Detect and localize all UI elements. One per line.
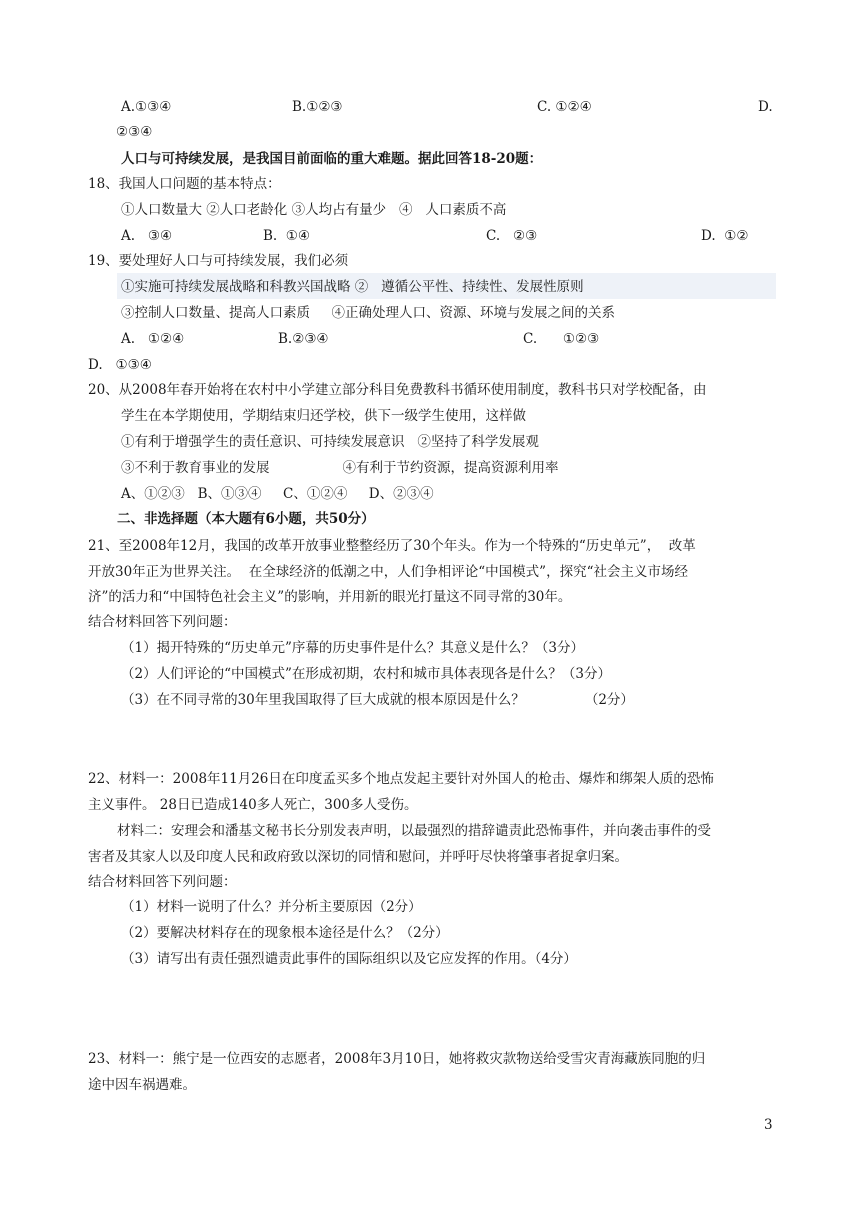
q23-material-1-b: 途中因车祸遇难。	[88, 1077, 196, 1093]
q19-items-2: ③控制人口数量、提高人口素质 ④正确处理人口、资源、环境与发展之间的关系	[121, 305, 615, 321]
q21-sub-2: （2）人们评论的“中国模式”在形成初期，农村和城市具体表现各是什么？（3分）	[121, 666, 611, 682]
q19-option-b: B.②③④	[278, 331, 329, 347]
intro-18-20: 人口与可持续发展，是我国目前面临的重大难题。据此回答18-20题：	[121, 151, 543, 167]
q18-stem: 18、我国人口问题的基本特点：	[88, 176, 281, 192]
q21-para-3: 济”的活力和“中国特色社会主义”的影响，并用新的眼光打量这不同寻常的30年。	[88, 589, 572, 605]
q18-option-b: B. ①④	[263, 228, 310, 244]
q20-items-1: ①有利于增强学生的责任意识、可持续发展意识 ②坚持了科学发展观	[121, 434, 539, 450]
q20-items-2: ③不利于教育事业的发展 ④有利于节约资源，提高资源利用率	[121, 460, 559, 476]
q17-option-a: A.①③④	[121, 99, 172, 115]
q22-prompt: 结合材料回答下列问题：	[88, 874, 237, 890]
q17-option-d: D.	[758, 99, 773, 115]
q21-sub-1: （1）揭开特殊的“历史单元”序幕的历史事件是什么？其意义是什么？（3分）	[121, 640, 584, 656]
q23-material-1-a: 23、材料一：熊宁是一位西安的志愿者，2008年3月10日，她将救灾款物送给受雪灾青海藏族同胞的归	[88, 1051, 706, 1067]
q17-option-c: C. ①②④	[537, 99, 592, 115]
q18-option-d: D. ①②	[701, 228, 749, 244]
q22-sub-1: （1）材料一说明了什么？并分析主要原因（2分）	[121, 899, 422, 915]
q19-option-c: C. ①②③	[523, 331, 600, 347]
section-2-heading: 二、非选择题（本大题有6小题，共50分）	[117, 511, 375, 527]
q17-option-d-cont: ②③④	[116, 124, 153, 140]
page-number: 3	[764, 1117, 773, 1133]
q22-material-1-b: 主义事件。 28日已造成140多人死亡，300多人受伤。	[88, 797, 418, 813]
q17-option-b: B.①②③	[292, 99, 343, 115]
q18-option-c: C. ②③	[486, 228, 538, 244]
q19-option-a: A. ①②④	[121, 331, 185, 347]
q21-para-2: 开放30年正为世界关注。 在全球经济的低潮之中，人们争相评论“中国模式”，探究“社会主义市场经	[88, 564, 688, 580]
q20-stem-1: 20、从2008年春开始将在农村中小学建立部分科目免费教科书循环使用制度，教科书只对学校配备，由	[88, 382, 707, 398]
q19-items-1: ①实施可持续发展战略和科教兴国战略 ② 遵循公平性、持续性、发展性原则	[121, 279, 584, 295]
q21-para-1: 21、至2008年12月，我国的改革开放事业整整经历了30个年头。作为一个特殊的“历史单元”， 改革	[88, 538, 696, 554]
q22-material-2-b: 害者及其家人以及印度人民和政府致以深切的同情和慰问，并呼吁尽快将肇事者捉拿归案。	[88, 849, 628, 865]
q21-prompt: 结合材料回答下列问题：	[88, 614, 237, 630]
q22-material-2-a: 材料二：安理会和潘基文秘书长分别发表声明，以最强烈的措辞谴责此恐怖事件，并向袭击事件的受	[117, 823, 711, 839]
q18-items: ①人口数量大 ②人口老龄化 ③人均占有量少 ④ 人口素质不高	[121, 202, 507, 218]
q19-option-d: D. ①③④	[88, 357, 152, 373]
q19-stem: 19、要处理好人口与可持续发展，我们必须	[88, 253, 349, 269]
q20-options: A、①②③ B、①③④ C、①②④ D、②③④	[121, 486, 434, 502]
q22-sub-3: （3）请写出有责任强烈谴责此事件的国际组织以及它应发挥的作用。（4分）	[121, 951, 577, 967]
q22-sub-2: （2）要解决材料存在的现象根本途径是什么？（2分）	[121, 925, 449, 941]
q22-material-1-a: 22、材料一：2008年11月26日在印度孟买多个地点发起主要针对外国人的枪击、爆炸和绑架人质的恐怖	[88, 771, 714, 787]
q20-stem-2: 学生在本学期使用，学期结束归还学校，供下一级学生使用，这样做	[121, 408, 526, 424]
q21-sub-3: （3）在不同寻常的30年里我国取得了巨大成就的根本原因是什么？ （2分）	[121, 692, 634, 708]
q18-option-a: A. ③④	[121, 228, 173, 244]
